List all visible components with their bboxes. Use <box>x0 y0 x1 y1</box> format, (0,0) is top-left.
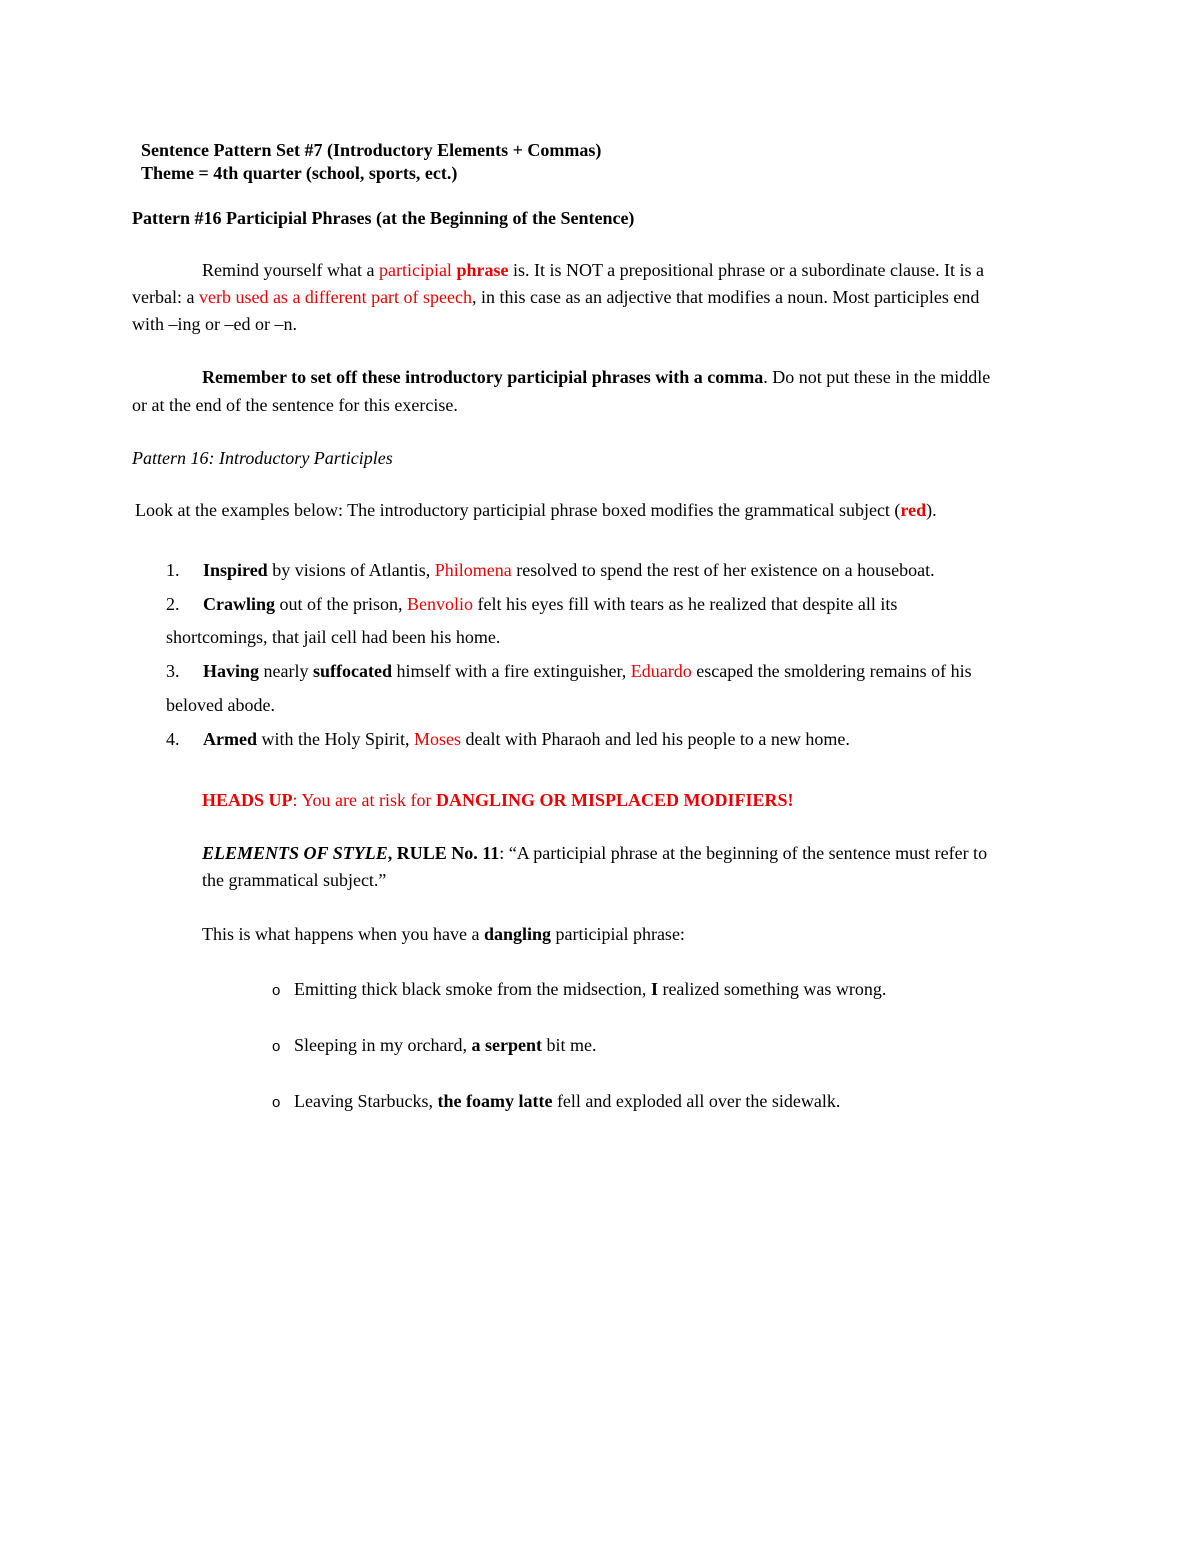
term-participial: participial <box>378 260 457 280</box>
grammatical-subject: Eduardo <box>630 661 692 681</box>
example-4: 4. Armed with the Holy Spirit, Moses dealt with Pharaoh and led his people to a new home. <box>166 729 850 749</box>
doc-title-line2: Theme = 4th quarter (school, sports, ect.) <box>141 163 458 183</box>
intro-line-3: with –ing or –ed or –n. <box>132 314 297 334</box>
dangling-example-3: o Leaving Starbucks, the foamy latte fell and exploded all over the sidewalk. <box>272 1091 841 1111</box>
remember-line-2: or at the end of the sentence for this exercise. <box>132 395 458 415</box>
intro-line-2: verbal: a verb used as a different part of speech, in this case as an adjective that modifies a noun. Most participles end <box>132 287 980 307</box>
doc-title-line1: Sentence Pattern Set #7 (Introductory Elements + Commas) <box>141 140 602 160</box>
grammatical-subject: Philomena <box>434 560 512 580</box>
dangling-intro: This is what happens when you have a dangling participial phrase: <box>202 924 685 944</box>
remember-line-1: Remember to set off these introductory participial phrases with a comma. Do not put these in the middle <box>202 367 991 387</box>
example-3: 3. Having nearly suffocated himself with a fire extinguisher, Eduardo escaped the smoldering remains of his <box>166 661 972 681</box>
example-3-continued: beloved abode. <box>166 695 275 715</box>
intro-line-1: Remind yourself what a participial phrase is. It is NOT a prepositional phrase or a subordinate clause. It is a <box>202 260 985 280</box>
term-verb-definition: verb used as a different part of speech <box>198 287 473 307</box>
dangling-example-2: o Sleeping in my orchard, a serpent bit me. <box>272 1035 597 1055</box>
rule-line-2: the grammatical subject.” <box>202 870 387 890</box>
heads-up-warning: HEADS UP: You are at risk for DANGLING OR MISPLACED MODIFIERS! <box>202 790 794 810</box>
example-2-continued: shortcomings, that jail cell had been his home. <box>166 627 501 647</box>
bullet-icon: o <box>272 982 281 999</box>
rule-line-1: ELEMENTS OF STYLE, RULE No. 11: “A participial phrase at the beginning of the sentence must refer to <box>202 843 988 863</box>
term-phrase: phrase <box>456 260 509 280</box>
pattern-label: Pattern 16: Introductory Participles <box>132 448 393 468</box>
bullet-icon: o <box>272 1038 281 1055</box>
bullet-icon: o <box>272 1094 281 1111</box>
pattern-heading: Pattern #16 Participial Phrases (at the Beginning of the Sentence) <box>132 208 635 228</box>
example-2: 2. Crawling out of the prison, Benvolio felt his eyes fill with tears as he realized that despite all its <box>166 594 898 614</box>
look-line: Look at the examples below: The introductory participial phrase boxed modifies the grammatical subject (red). <box>135 500 937 520</box>
grammatical-subject: Benvolio <box>407 594 473 614</box>
example-1: 1. Inspired by visions of Atlantis, Philomena resolved to spend the rest of her existence on a houseboat. <box>166 560 935 580</box>
grammatical-subject: Moses <box>413 729 461 749</box>
dangling-example-1: o Emitting thick black smoke from the midsection, I realized something was wrong. <box>272 979 887 999</box>
